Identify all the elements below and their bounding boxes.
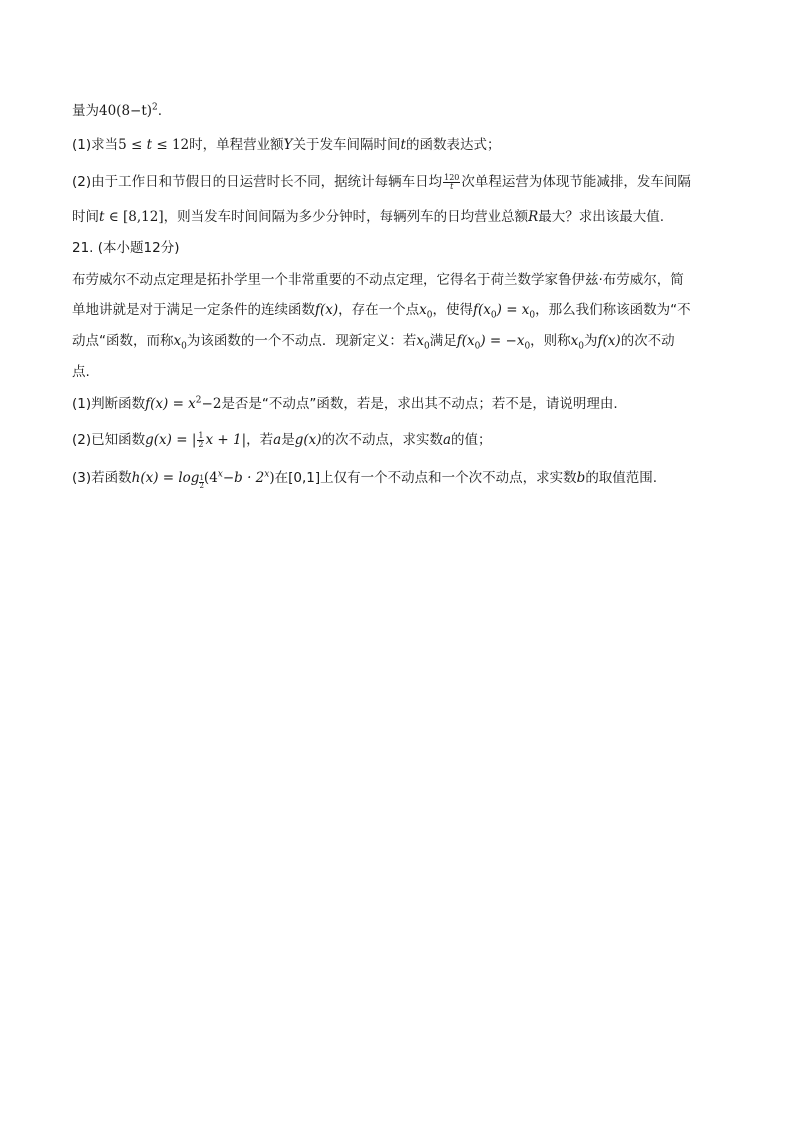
q21-part2 xyxy=(72,430,722,450)
formula: −b · 2 xyxy=(222,470,265,486)
var-a: a xyxy=(273,432,282,448)
formula: g(x) xyxy=(294,432,322,448)
formula: g(x) xyxy=(145,432,172,448)
q21-title: 21. (本小题12分) xyxy=(72,240,180,256)
numerator: 120 xyxy=(444,172,460,182)
formula: f(x) xyxy=(597,333,621,349)
var-Y: Y xyxy=(283,137,293,153)
text: ，那么我们称该函数为“不 xyxy=(535,302,691,318)
q20-part2-line2 xyxy=(72,207,722,227)
text: ，则称 xyxy=(530,333,571,349)
formula: h(x) xyxy=(131,470,159,486)
text: 的次不动 xyxy=(620,333,675,349)
var-b: b xyxy=(576,470,586,486)
q21-intro-line4 xyxy=(72,362,722,382)
text: (1)求当 xyxy=(72,137,119,153)
exponent: 2 xyxy=(195,395,202,406)
formula: (4 xyxy=(203,470,218,486)
subscript: 0 xyxy=(529,310,536,321)
numerator: 1 xyxy=(198,430,204,440)
numerator: 1 xyxy=(199,474,204,482)
text: 量为 xyxy=(72,103,99,119)
text: 动点“函数，而称 xyxy=(72,333,174,349)
fraction-one-half xyxy=(197,432,204,449)
text: 在[0,1]上仅有一个不动点和一个次不动点，求实数 xyxy=(274,470,577,486)
formula: −2 xyxy=(201,396,222,412)
formula: ∈ [8,12] xyxy=(104,209,164,225)
var-a: a xyxy=(442,432,452,448)
q20-part1 xyxy=(72,135,722,155)
text: 的函数表达式； xyxy=(405,137,501,153)
text: 单地讲就是对于满足一定条件的连续函数 xyxy=(72,302,315,318)
var-x: x xyxy=(416,333,424,349)
text: 是 xyxy=(281,432,295,448)
subscript: 0 xyxy=(474,341,481,352)
text: 时，单程营业额 xyxy=(189,137,284,153)
subscript: 0 xyxy=(426,310,433,321)
subscript: 0 xyxy=(490,310,497,321)
formula: ) = x xyxy=(496,302,530,318)
var-x: x xyxy=(419,302,427,318)
text: (2)由于工作日和节假日的日运营时长不同，据统计每辆车日均 xyxy=(72,174,443,190)
text: 满足 xyxy=(429,333,457,349)
text: ，若 xyxy=(246,432,274,448)
denominator: t xyxy=(450,181,454,191)
text: 关于发车间隔时间 xyxy=(292,137,401,153)
var-x: x xyxy=(570,333,579,349)
exponent: x xyxy=(264,469,270,480)
subscript: 0 xyxy=(578,341,585,352)
text: 布劳威尔不动点定理是拓扑学里一个非常重要的不动点定理，它得名于荷兰数学家鲁伊兹·布劳威尔，简 xyxy=(72,272,684,288)
var-t: t xyxy=(146,137,153,153)
subscript: 0 xyxy=(524,341,531,352)
text: ，使得 xyxy=(432,302,474,318)
text: 次单程运营为体现节能减排，发车间隔 xyxy=(461,174,691,190)
q21-intro-line1 xyxy=(72,270,722,290)
formula: ≤ 12 xyxy=(152,137,190,153)
q21-intro-line3 xyxy=(72,331,722,351)
denominator: 2 xyxy=(199,482,204,490)
formula: = x xyxy=(168,396,196,412)
text: 为 xyxy=(584,333,598,349)
formula: f(x xyxy=(473,302,491,318)
q21-part1 xyxy=(72,394,722,414)
formula: 40(8−t) xyxy=(99,103,153,119)
var-t: t xyxy=(400,137,406,153)
formula: f(x xyxy=(456,333,475,349)
formula: ) = −x xyxy=(480,333,525,349)
q21-part3 xyxy=(72,468,722,490)
fraction-120-over-t xyxy=(443,174,460,191)
formula: 5 ≤ xyxy=(118,137,147,153)
exponent: x xyxy=(217,469,223,480)
formula: = log xyxy=(158,470,200,486)
q21-intro-line2 xyxy=(72,300,722,320)
text: 点. xyxy=(72,364,90,380)
var-R: R xyxy=(528,209,539,225)
formula: f(x) xyxy=(315,302,339,318)
formula: ) xyxy=(269,470,275,486)
text: 最大？求出该最大值. xyxy=(538,209,665,225)
text: 是否是“不动点”函数，若是，求出其不动点；若不是，请说明理由. xyxy=(221,396,618,412)
text: 为该函数的一个不动点．现新定义：若 xyxy=(186,333,417,349)
text: (2)已知函数 xyxy=(72,432,146,448)
text: 的值； xyxy=(451,432,492,448)
denominator: 2 xyxy=(198,439,204,449)
text: . xyxy=(157,103,163,119)
text: (1)判断函数 xyxy=(72,396,146,412)
text-line-q20-stem-end xyxy=(72,101,722,121)
formula: x + 1| xyxy=(205,432,247,448)
subscript: 0 xyxy=(423,341,430,352)
text: ，则当发车时间间隔为多少分钟时，每辆列车的日均营业总额 xyxy=(163,209,529,225)
var-t: t xyxy=(99,209,105,225)
q20-part2-line1 xyxy=(72,172,722,192)
text: 时间 xyxy=(72,209,99,225)
subscript: 0 xyxy=(181,341,187,352)
text: (3)若函数 xyxy=(72,470,132,486)
formula: = | xyxy=(171,432,197,448)
exponent: 2 xyxy=(152,102,158,113)
var-x: x xyxy=(173,333,182,349)
text: ，存在一个点 xyxy=(338,302,420,318)
text: 的取值范围. xyxy=(585,470,658,486)
formula: f(x) xyxy=(145,396,169,412)
text: 的次不动点，求实数 xyxy=(321,432,443,448)
